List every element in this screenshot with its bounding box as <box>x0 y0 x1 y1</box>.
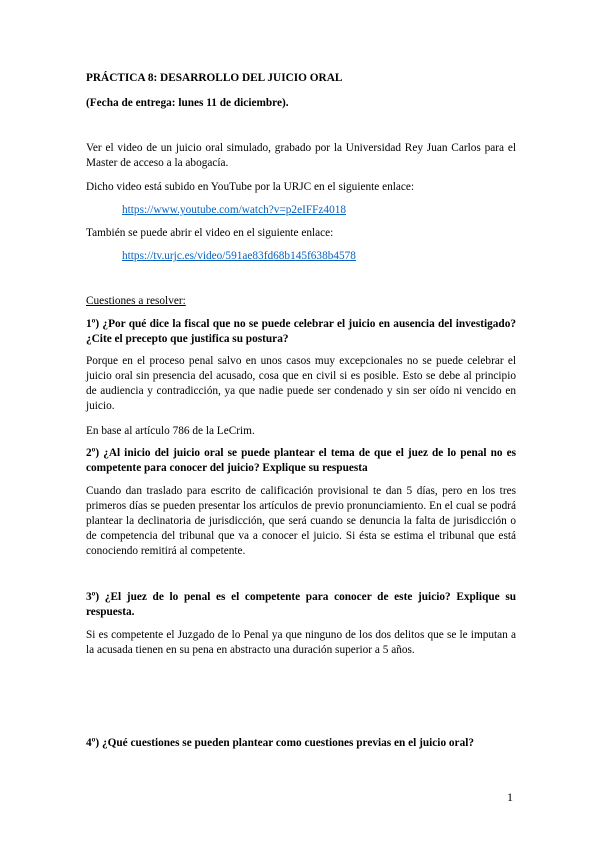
page-number: 1 <box>507 790 513 804</box>
page-title: PRÁCTICA 8: DESARROLLO DEL JUICIO ORAL <box>86 72 343 84</box>
answer-1: Porque en el proceso penal salvo en unos casos muy excepcionales no se puede celebrar el juicio oral sin presencia del acusado, cosa que en civil si es posible. Esto se debe al principio de audiencia y contradicción, ya que nadie puede ser condenado y sin ser oído ni vencido en juicio. <box>86 355 516 412</box>
youtube-link[interactable]: https://www.youtube.com/watch?v=p2eIFFz4018 <box>122 204 347 216</box>
answer-2: Cuando dan traslado para escrito de calificación provisional te dan 5 días, pero en los tres primeros días se pueden presentar los artículos de previo pronunciamiento. En el cual se podrá plantear la declinatoria de jurisdicción, que será cuando se denuncia la falta de jurisdicción o de competencia del tribunal que va a conocer el juicio. Si ésta se estima el tribunal que está conociendo remitirá al competente. <box>86 485 516 557</box>
question-1: 1º) ¿Por qué dice la fiscal que no se puede celebrar el juicio en ausencia del investigado? ¿Cite el precepto que justifica su postura? <box>86 318 516 345</box>
due-date: (Fecha de entrega: lunes 11 de diciembre). <box>86 97 289 109</box>
question-2: 2º) ¿Al inicio del juicio oral se puede plantear el tema de que el juez de lo penal no es competente para conocer del juicio? Explique su respuesta <box>86 447 516 474</box>
question-4: 4º) ¿Qué cuestiones se pueden plantear como cuestiones previas en el juicio oral? <box>86 737 475 749</box>
questions-heading: Cuestiones a resolver: <box>86 295 186 307</box>
answer-3: Si es competente el Juzgado de lo Penal ya que ninguno de los dos delitos que se le imputan a la acusada tienen en su pena en abstracto una duración superior a 5 años. <box>86 629 516 656</box>
alt-link-intro: También se puede abrir el video en el siguiente enlace: <box>86 227 334 239</box>
intro-paragraph: Ver el video de un juicio oral simulado, grabado por la Universidad Rey Juan Carlos para el Master de acceso a la abogacía. <box>86 142 516 169</box>
question-3: 3º) ¿El juez de lo penal es el competente para conocer de este juicio? Explique su respuesta. <box>86 591 516 618</box>
urjc-tv-link[interactable]: https://tv.urjc.es/video/591ae83fd68b145f638b4578 <box>122 250 356 262</box>
youtube-intro: Dicho video está subido en YouTube por la URJC en el siguiente enlace: <box>86 181 415 193</box>
answer-1-reference: En base al artículo 786 de la LeCrim. <box>86 425 255 437</box>
